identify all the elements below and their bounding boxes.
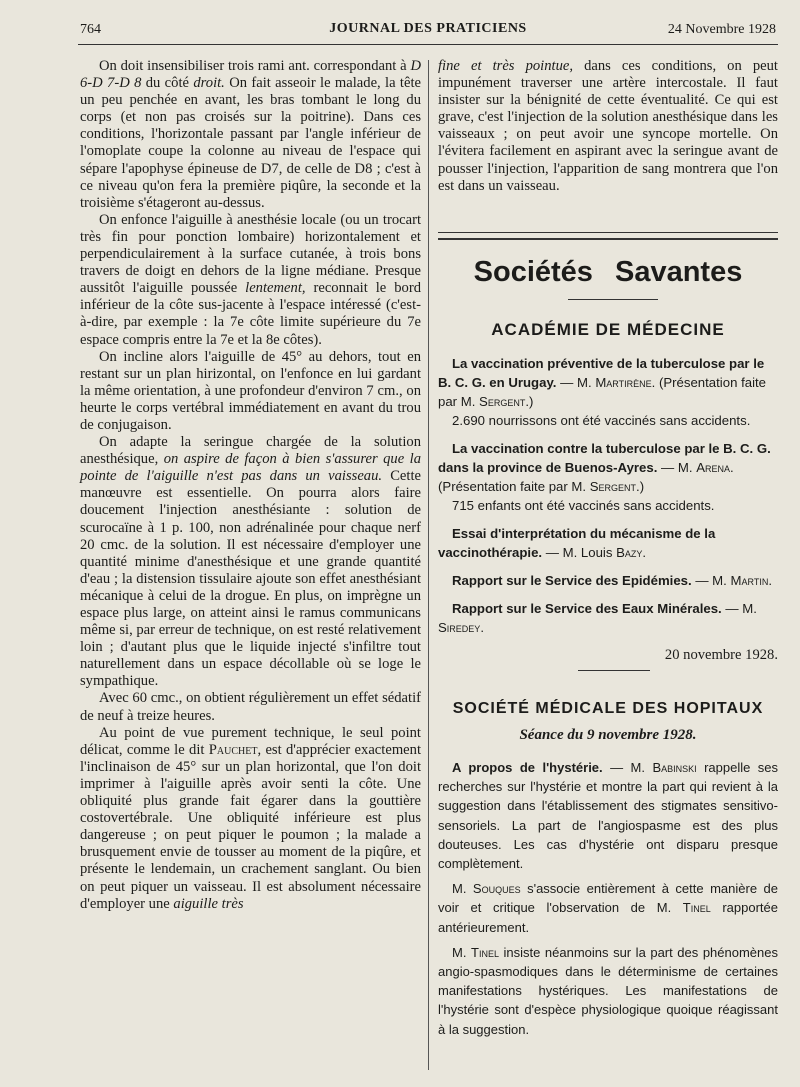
right-column-continuation [438, 58, 778, 195]
section-separator [578, 670, 650, 671]
list-item: La vaccination contre la tuberculose par le B. C. G. dans la province de Buenos-Ayres. — M. Arena. (Présentation faite par M. Sergent.) 715 enfants ont été vaccinés sans accidents. [438, 441, 771, 513]
paragraph: On doit insensibiliser trois rami ant. correspondant à D 6-D 7-D 8 du côté droit. On fait asseoir le malade, la tête un peu penchée en avant, les bras tombant le long du corps (et non pas croisés sur la poitrine). Dans ces conditions, l'horizontale passant par l'angle inférieur de l'omoplate coupe la colonne au niveau de l'espace qui sépare l'apophyse épineuse de D7, de celle de D8 ; c'est à ce niveau qu'on fera la première piqûre, la seconde et la troisième s'étageront au-dessus. [80, 58, 421, 211]
section-title: Sociétés Savantes [473, 256, 743, 288]
paragraph: Au point de vue purement technique, le seul point délicat, comme le dit Pauchet, est d'apprécier exactement l'inclinaison de 45° sur un plan horizontal, que l'on doit imprimer à l'aiguille après avoir senti la côte. Une obliquité plus grande fait égarer dans la gouttière costovertébrale. Une obliquité inférieure est plus dangereuse ; on peut piquer le poumon ; la malade a brusquement envie de tousser au moment de la piqûre, et présente le lendemain, un crachement sanglant. Ou bien on peut piquer un vaisseau. Il est absolument nécessaire d'employer une aiguille très [80, 724, 421, 912]
smh-body [438, 758, 778, 1045]
issue-date: 24 Novembre 1928 [667, 22, 776, 37]
paragraph: On adapte la seringue chargée de la solution anesthésique, on aspire de façon à bien s'assurer que la pointe de l'aiguille n'est pas dans un vaisseau. Cette manœuvre est essentielle. On pourra alors faire doucement l'injection anesthésiante : solution de scurocaïne à 1 p. 100, non adrénalinée pour chaque nerf 20 cmc. de la solution. Il est nécessaire d'employer une quantité minime d'anesthésique et une grande quantité d'eau ; la distension tissulaire ajoute son effet anesthésiant mécanique à celui de la drogue. En plus, on imprègne un espace plus large, on atteint ainsi le ramus communicans même si, par erreur de technique, on est resté relativement loin ; d'autant plus que le liquide injecté s'infiltre tout naturellement dans un espace décollable où se loge le sympathique. [80, 434, 421, 690]
left-column [80, 58, 421, 913]
smh-heading: SOCIÉTÉ MÉDICALE DES HOPITAUX [452, 700, 764, 717]
page-header [80, 20, 776, 42]
list-item: La vaccination préventive de la tuberculose par le B. C. G. en Urugay. — M. Martirène. (Présentation faite par M. Sergent.) 2.690 nourrissons ont été vaccinés sans accidents. [438, 356, 766, 428]
academie-entries [438, 354, 778, 665]
journal-title: JOURNAL DES PRATICIENS [329, 21, 527, 36]
paragraph: Avec 60 cmc., on obtient régulièrement un effet sédatif de neuf à treize heures. [80, 690, 421, 724]
page-number: 764 [80, 22, 101, 37]
paragraph: On enfonce l'aiguille à anesthésie locale (ou un trocart très fin pour ponction lombaire) horizontalement et perpendiculairement à la surface cutanée, à trois bons travers de doigt en dehors de la ligne médiane. Presque aussitôt l'aiguille poussée lentement, reconnait le bord inférieur de la côte sus-jacente à l'espace intéressé (c'est-à-dire, par exemple : la 7e côte limite supérieure du 7e espace compris entre la 7e et la 8e côtes). [80, 211, 421, 348]
seance-date: Séance du 9 novembre 1928. [519, 727, 697, 743]
column-divider [428, 60, 429, 1070]
header-rule [78, 44, 778, 45]
paragraph: M. Souques s'associe entièrement à cette manière de voir et critique l'observation de M. Tinel rapportée antérieurement. [438, 881, 778, 935]
academie-date: 20 novembre 1928. [664, 647, 778, 663]
list-item: Rapport sur le Service des Eaux Minérales. — M. Siredey. [438, 601, 757, 635]
academie-heading: ACADÉMIE DE MÉDECINE [491, 320, 725, 339]
paragraph: On incline alors l'aiguille de 45° au dehors, tout en restant sur un plan hirizontal, on l'enfonce en lui gardant la même orientation, à une profondeur d'environ 7 cm., on heurte le corps vertébral immédiatement en avant du trou de conjugaison. [80, 348, 421, 433]
title-underline [568, 299, 658, 300]
section-double-rule [438, 232, 778, 240]
list-item: Essai d'interprétation du mécanisme de la vaccinothérapie. — M. Louis Bazy. [438, 526, 716, 560]
paragraph: fine et très pointue, dans ces conditions, on peut impunément traverser une artère intercostale. Il faut insister sur la bénignité de cette éventualité. Ce qui est grave, c'est l'injection de la solution anesthésique dans les vaisseaux ; on peut avoir une syncope mortelle. On l'évitera facilement en aspirant avec la seringue avant de pousser l'injection, l'apparition de sang montrera que l'on est dans un vaisseau. [438, 58, 778, 194]
paragraph: A propos de l'hystérie. — M. Babinski rappelle ses recherches sur l'hystérie et montre la part qui revient à la suggestion dans l'établissement des stigmates sensitivo-sensoriels. La part de l'angiospasme est des plus douteuses. Les cas d'hystérie ont disparu presque complètement. [438, 760, 779, 872]
list-item: Rapport sur le Service des Epidémies. — M. Martin. [452, 573, 773, 588]
paragraph: M. Tinel insiste néanmoins sur la part des phénomènes angio-spasmodiques dans le déterminisme de certaines manifestations hystériques. Les manifestations de l'hystérie sont d'espèce physiologique quoique réagissant à la suggestion. [438, 944, 778, 1037]
